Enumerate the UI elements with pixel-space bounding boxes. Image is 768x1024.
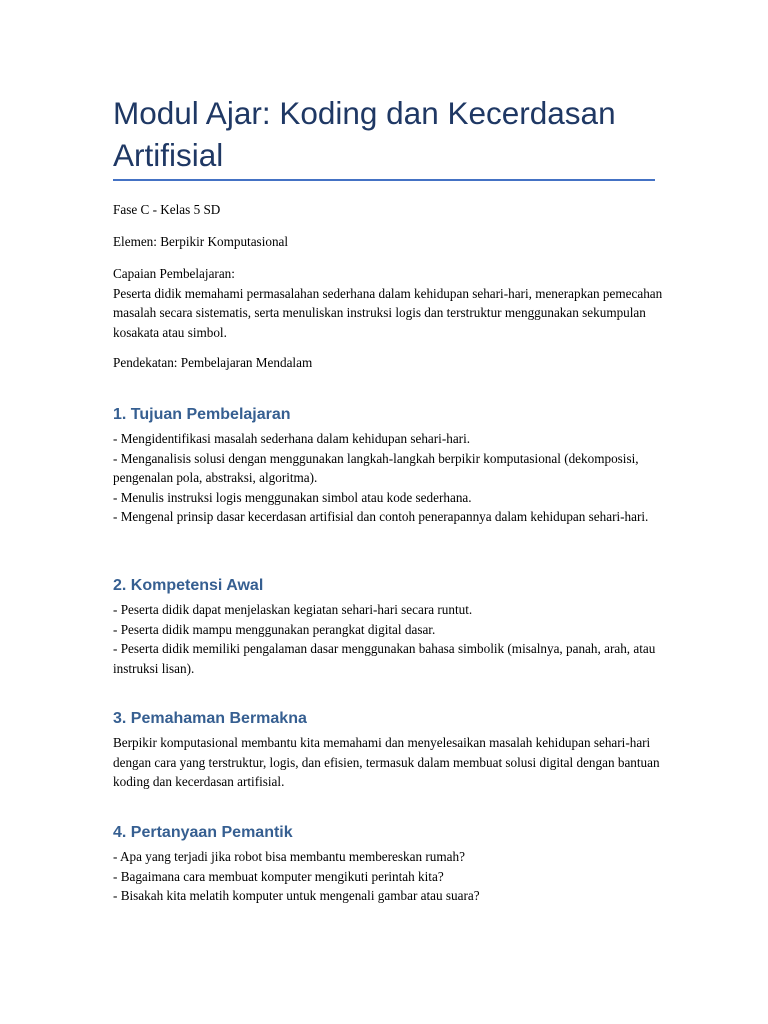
section-heading-pemahaman: 3. Pemahaman Bermakna <box>113 710 307 727</box>
section-heading-tujuan: 1. Tujuan Pembelajaran <box>113 406 291 423</box>
section-heading-kompetensi: 2. Kompetensi Awal <box>113 577 264 594</box>
fase-text: Fase C - Kelas 5 SD <box>113 202 221 217</box>
elemen-text: Elemen: Berpikir Komputasional <box>113 234 289 249</box>
section-body-tujuan: - Mengidentifikasi masalah sederhana dalam kehidupan sehari-hari. - Menganalisis solusi dengan menggunakan langkah-langkah berpikir komputasional (dekomposisi, pengenalan pola, abstraksi, algoritma). - Menulis instruksi logis menggunakan simbol atau kode sederhana. - Mengenal prinsip dasar kecerdasan artifisial dan contoh penerapannya dalam kehidupan sehari-hari. <box>113 431 649 524</box>
capaian-text: Capaian Pembelajaran: Peserta didik memahami permasalahan sederhana dalam kehidupan sehari-hari, menerapkan pemecahan masalah secara sistematis, serta menuliskan instruksi logis dan terstruktur menggunakan sekumpulan kosakata atau simbol. <box>113 266 663 340</box>
section-body-pertanyaan: - Apa yang terjadi jika robot bisa membantu membereskan rumah? - Bagaimana cara membuat komputer mengikuti perintah kita? - Bisakah kita melatih komputer untuk mengenali gambar atau suara? <box>113 849 480 903</box>
section-body-pemahaman: Berpikir komputasional membantu kita memahami dan menyelesaikan masalah kehidupan sehari-hari dengan cara yang terstruktur, logis, dan efisien, termasuk dalam membuat solusi digital dengan bantuan koding dan kecerdasan artifisial. <box>113 735 660 789</box>
title-underline <box>113 179 655 181</box>
pendekatan-text: Pendekatan: Pembelajaran Mendalam <box>113 355 313 370</box>
section-heading-pertanyaan: 4. Pertanyaan Pemantik <box>113 824 293 841</box>
section-body-kompetensi: - Peserta didik dapat menjelaskan kegiatan sehari-hari secara runtut. - Peserta didik mampu menggunakan perangkat digital dasar. - Peserta didik memiliki pengalaman dasar menggunakan bahasa simbolik (misalnya, panah, arah, atau instruksi lisan). <box>113 602 656 676</box>
document-title: Modul Ajar: Koding dan Kecerdasan Artifisial <box>113 95 616 173</box>
